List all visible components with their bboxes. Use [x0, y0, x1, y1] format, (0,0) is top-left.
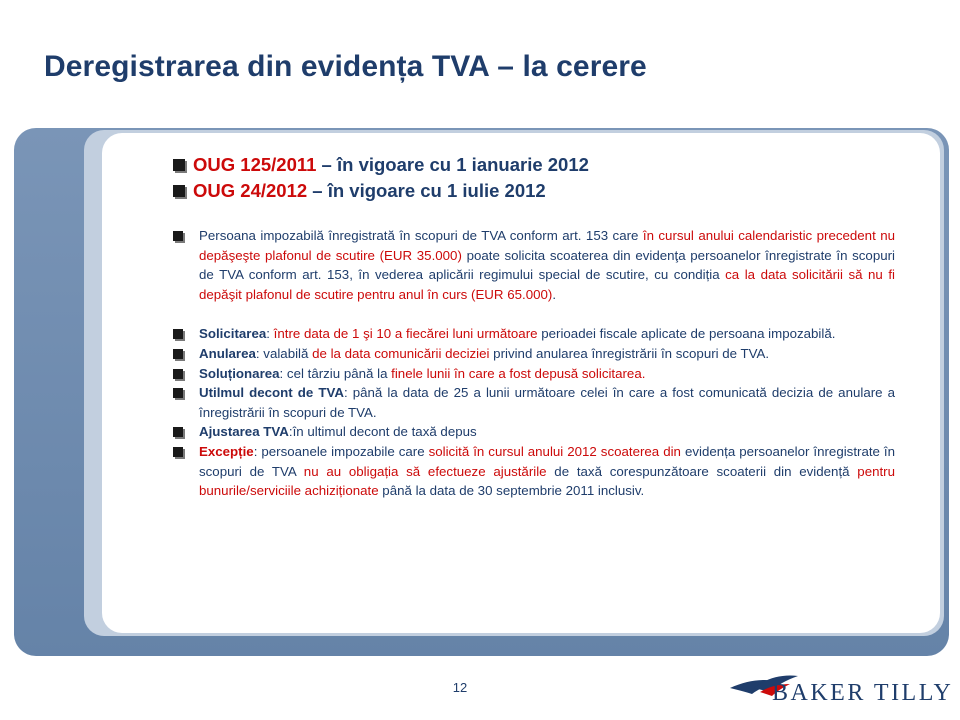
intro-paragraph: Persoana impozabilă înregistrată în scopuri de TVA conform art. 153 care în cursul anului calendaristic precedent nu depăşeşte plafonul de scutire (EUR 35.000) poate solicita scoaterea din evidenţa persoanelor înregistrate în scopuri de TVA conform art. 153, în vederea aplicării regimului special de scutire, cu condiția ca la data solicitării să nu fi depăşit plafonul de scutire pentru anul în curs (EUR 65.000).: [172, 226, 895, 304]
bullet-checkbox-icon: [173, 185, 185, 197]
bullet-checkbox-icon: [173, 388, 183, 398]
item-ajustarea: Ajustarea TVA:în ultimul decont de taxă depus: [172, 422, 895, 442]
slide-content: [172, 152, 895, 501]
item-solutionarea: Soluționarea: cel târziu până la finele lunii în care a fost depusă solicitarea.: [172, 364, 895, 384]
bullet-checkbox-icon: [173, 231, 183, 241]
item-anularea: Anularea: valabilă de la data comunicării deciziei privind anularea înregistrării în scopuri de TVA.: [172, 344, 895, 364]
bullet-checkbox-icon: [173, 349, 183, 359]
bullet-checkbox-icon: [173, 427, 183, 437]
header-2-law: OUG 24/2012: [193, 180, 308, 201]
item-utilmul-decont: Utilmul decont de TVA: până la data de 25 a lunii următoare celei în care a fost comunicată decizia de anulare a înregistrării în scopuri de TVA.: [172, 383, 895, 422]
item-solicitarea: Solicitarea: între data de 1 şi 10 a fiecărei luni următoare perioadei fiscale aplicate de persoana impozabilă.: [172, 324, 895, 344]
page-number: 12: [452, 680, 468, 695]
header-line-1: [172, 152, 895, 178]
bullet-checkbox-icon: [173, 159, 185, 171]
logo-text: BAKER TILLY: [772, 680, 954, 706]
bullet-checkbox-icon: [173, 369, 183, 379]
header-line-2: [172, 178, 895, 204]
header-2-text: – în vigoare cu 1 iulie 2012: [307, 180, 546, 201]
slide-title: Deregistrarea din evidența TVA – la cerere: [44, 50, 647, 83]
header-1-law: OUG 125/2011: [193, 154, 317, 175]
header-1-text: – în vigoare cu 1 ianuarie 2012: [316, 154, 589, 175]
bullet-checkbox-icon: [173, 329, 183, 339]
item-exceptie: Excepție: persoanele impozabile care solicită în cursul anului 2012 scoaterea din evidența persoanelor înregistrate în scopuri de TVA nu au obligația să efectueze ajustările de taxă corespunzătoare scoaterii din evidență pentru bunurile/serviciile achiziționate până la data de 30 septembrie 2011 inclusiv.: [172, 442, 895, 501]
bullet-checkbox-icon: [173, 447, 183, 457]
